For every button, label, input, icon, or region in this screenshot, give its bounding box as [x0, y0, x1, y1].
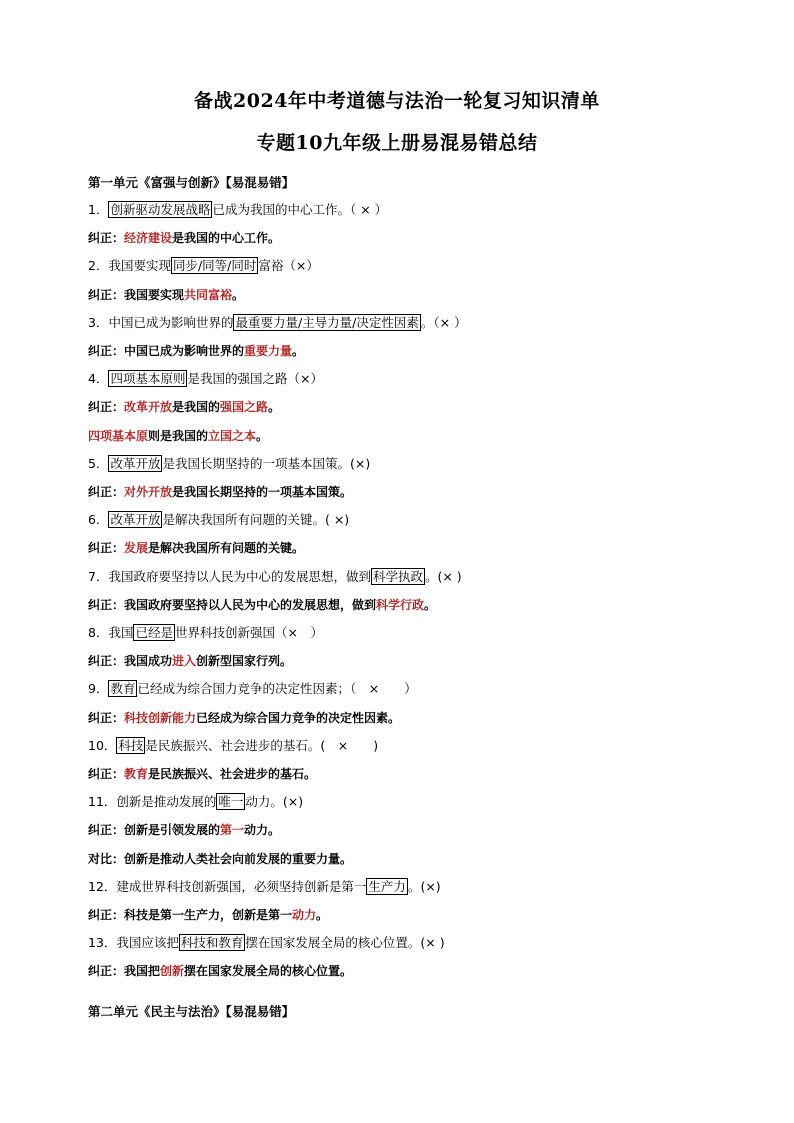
statement-line [88, 371, 728, 387]
text-segment: 纠正： [88, 541, 125, 556]
highlighted-correction: 改革开放 [124, 400, 173, 415]
text-segment: 。 [268, 400, 281, 415]
text-segment: 已经成为综合国力竞争的决定性因素。 [196, 710, 401, 725]
correction-line [88, 597, 728, 613]
highlighted-correction: 立国之本 [208, 428, 257, 443]
statement-line [88, 315, 728, 331]
text-segment: 7．我国政府要坚持以人民为中心的发展思想，做到 [88, 568, 371, 584]
statement-line [88, 512, 728, 528]
statement-line [88, 456, 728, 472]
text-segment: 富裕（×） [258, 258, 319, 274]
text-segment: 动力。(×) [245, 794, 304, 810]
text-segment: 1． [88, 202, 109, 217]
text-segment: 纠正：我国要实现 [88, 287, 185, 302]
text-segment: 10． [88, 737, 117, 753]
text-segment: 是我国长期坚持的一项基本国策。(×) [162, 455, 371, 471]
text-segment: 13．我国应该把 [88, 935, 179, 951]
text-segment: 是解决我国所有问题的关键。 [148, 541, 305, 556]
text-segment: 纠正： [88, 400, 125, 415]
statement-line [88, 935, 728, 951]
correction-line [88, 484, 728, 500]
highlighted-correction: 动力 [292, 908, 317, 922]
text-segment: 纠正：中国已成为影响世界的 [88, 344, 245, 358]
text-segment: 2．我国要实现 [88, 258, 171, 274]
highlighted-correction: 教育 [124, 767, 149, 781]
text-segment: 摆在国家发展全局的核心位置。(× ) [245, 935, 445, 951]
text-segment: 。 [232, 287, 245, 302]
text-segment: 8．我国 [88, 625, 134, 640]
text-segment: 纠正： [88, 231, 125, 246]
statement-line [88, 681, 728, 697]
text-segment: 4． [88, 371, 109, 387]
boxed-error-term: 创新驱动发展战略 [110, 202, 211, 217]
text-segment: 创新型国家行列。 [196, 654, 293, 669]
text-segment: 纠正：科技是第一生产力，创新是第一 [88, 908, 293, 922]
statement-line [88, 625, 728, 641]
text-segment: 。 [424, 597, 437, 612]
highlighted-correction: 创新 [160, 964, 185, 979]
boxed-error-term: 科学执政 [372, 568, 423, 584]
correction-line [88, 963, 728, 979]
section-heading-unit-1: 第一单元《富强与创新》【易混易错】 [88, 175, 295, 190]
boxed-error-term: 四项基本原则 [110, 371, 186, 387]
text-segment: 是民族振兴、社会进步的基石。( × ) [145, 737, 379, 753]
text-segment: 。 [256, 428, 269, 443]
highlighted-correction: 科技创新能力 [124, 710, 197, 725]
text-segment: 5． [88, 455, 109, 471]
correction-line [88, 710, 728, 726]
correction-line [88, 851, 728, 867]
correction-line [88, 399, 728, 415]
correction-line [88, 428, 728, 444]
text-segment: 已成为我国的中心工作。（ × ） [212, 202, 388, 217]
text-segment: 6． [88, 512, 109, 528]
text-segment: 是我国长期坚持的一项基本国策。 [172, 485, 353, 499]
correction-line [88, 766, 728, 782]
text-segment: 。 [316, 908, 329, 922]
boxed-error-term: 同步/同等/同时 [172, 258, 257, 274]
boxed-error-term: 改革开放 [110, 455, 161, 471]
boxed-error-term: 唯一 [218, 794, 244, 810]
correction-line [88, 653, 728, 669]
text-segment: 纠正：我国政府要坚持以人民为中心的发展思想，做到 [88, 597, 377, 612]
text-segment: 世界科技创新强国（× ） [174, 625, 323, 640]
highlighted-correction: 强国之路 [220, 400, 269, 415]
correction-line [88, 907, 728, 923]
highlighted-correction: 经济建设 [124, 231, 173, 246]
statement-line [88, 569, 728, 585]
highlighted-correction: 重要力量 [244, 344, 293, 358]
statement-line [88, 879, 728, 895]
highlighted-correction: 共同富裕 [184, 287, 233, 302]
boxed-error-term: 科技 [118, 737, 144, 753]
text-segment: 对比：创新是推动人类社会向前发展的重要力量。 [88, 851, 353, 866]
text-segment: 摆在国家发展全局的核心位置。 [184, 964, 353, 979]
statement-line [88, 258, 728, 274]
text-segment: 11．创新是推动发展的 [88, 794, 217, 810]
statement-line [88, 738, 728, 754]
boxed-error-term: 已经是 [135, 625, 173, 640]
text-segment: 纠正： [88, 710, 125, 725]
text-segment: 则是我国的 [148, 428, 209, 443]
text-segment: 是民族振兴、社会进步的基石。 [148, 767, 317, 781]
highlighted-correction: 对外开放 [124, 485, 173, 499]
section-heading-unit-2: 第二单元《民主与法治》【易混易错】 [88, 1004, 295, 1019]
text-segment: 纠正： [88, 485, 125, 499]
boxed-error-term: 科技和教育 [180, 935, 244, 951]
boxed-error-term: 最重要力量/主导力量/决定性因素 [235, 314, 419, 330]
boxed-error-term: 教育 [110, 681, 136, 697]
boxed-error-term: 改革开放 [110, 512, 161, 528]
text-segment: 动力。 [244, 823, 281, 838]
text-segment: 12．建成世界科技创新强国，必须坚持创新是第一 [88, 878, 367, 894]
text-segment: 已经成为综合国力竞争的决定性因素；（ × ） [137, 681, 417, 697]
text-segment: 。(×) [407, 878, 441, 894]
correction-line [88, 287, 728, 303]
text-segment: 纠正：创新是引领发展的 [88, 823, 221, 838]
text-segment: 。 [292, 344, 305, 358]
highlighted-correction: 第一 [220, 823, 245, 838]
correction-line [88, 343, 728, 359]
text-segment: 3．中国已成为影响世界的 [88, 314, 234, 330]
correction-line [88, 230, 728, 246]
text-segment: 纠正：我国成功 [88, 654, 173, 669]
highlighted-correction: 四项基本原 [88, 428, 149, 443]
correction-line [88, 822, 728, 838]
text-segment: 纠正：我国把 [88, 964, 161, 979]
document-subtitle: 专题10九年级上册易混易错总结 [256, 132, 538, 154]
text-segment: 是解决我国所有问题的关键。( ×) [162, 512, 350, 528]
text-segment: 纠正： [88, 767, 125, 781]
highlighted-correction: 进入 [172, 654, 197, 669]
statement-line [88, 794, 728, 810]
text-segment: 是我国的中心工作。 [172, 231, 281, 246]
text-segment: 是我国的 [172, 400, 221, 415]
highlighted-correction: 科学行政 [376, 597, 425, 612]
document-title: 备战2024年中考道德与法治一轮复习知识清单 [194, 90, 600, 112]
text-segment: 9． [88, 681, 109, 697]
correction-line [88, 540, 728, 556]
statement-line [88, 202, 728, 218]
highlighted-correction: 发展 [124, 541, 149, 556]
text-segment: 。（× ） [420, 314, 467, 330]
text-segment: 。(× ) [424, 568, 462, 584]
boxed-error-term: 生产力 [368, 878, 406, 894]
text-segment: 是我国的强国之路（×） [187, 371, 323, 387]
